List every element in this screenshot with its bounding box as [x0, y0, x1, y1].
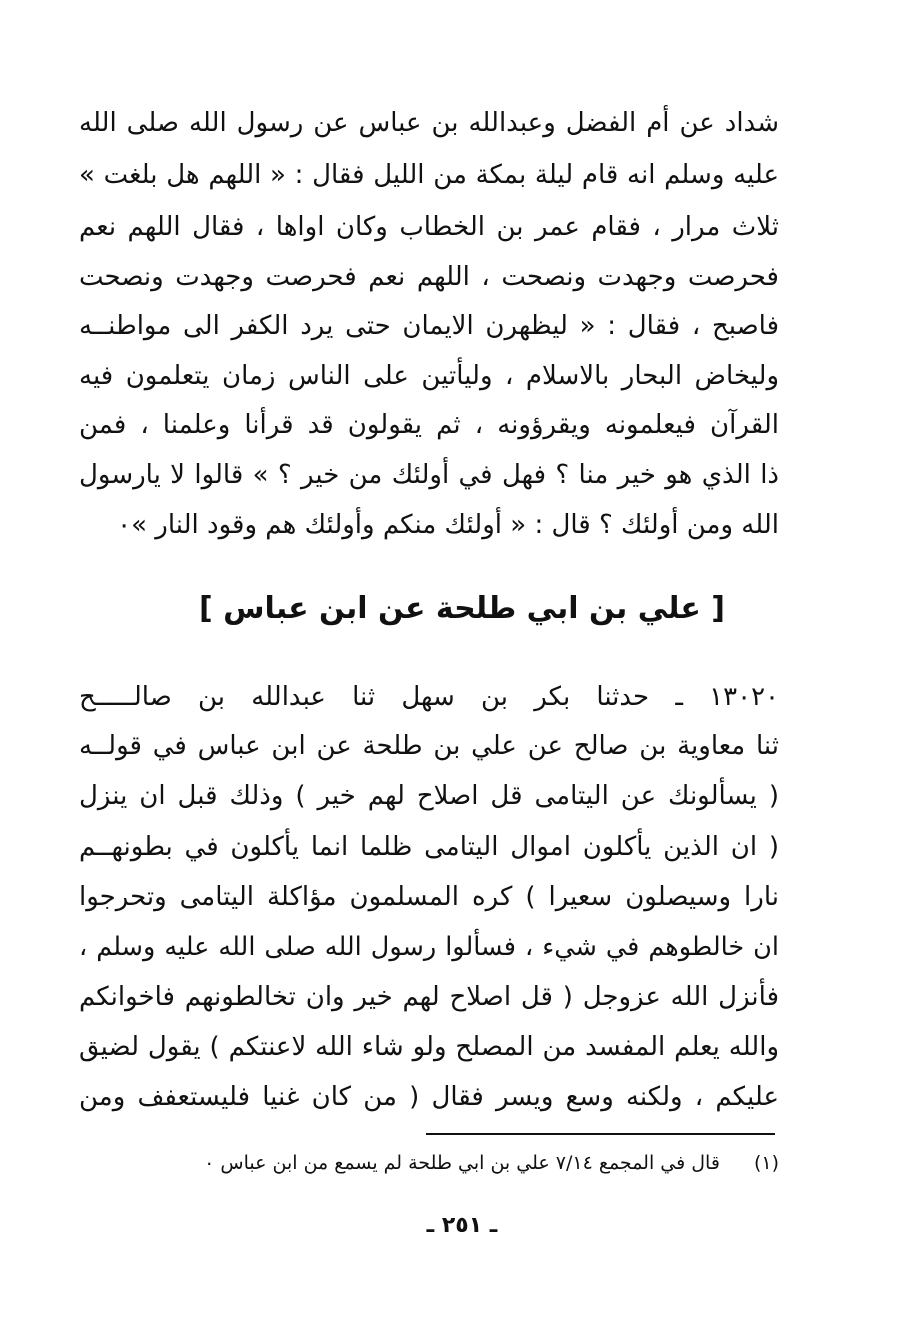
- text-line: شداد عن أم الفضل وعبدالله بن عباس عن رسول الله صلى الله: [79, 108, 779, 138]
- footnote-marker: (١): [753, 1152, 779, 1174]
- text-line: ثنا معاوية بن صالح عن علي بن طلحة عن ابن عباس في قولــه: [79, 731, 779, 761]
- footnote-divider: [426, 1133, 775, 1135]
- text-line: ثلاث مرار ، فقام عمر بن الخطاب وكان اواها ، فقال اللهم نعم: [79, 212, 779, 242]
- section-heading: [ علي بن ابي طلحة عن ابن عباس ]: [199, 591, 725, 626]
- text-line: ( ان الذين يأكلون اموال اليتامى ظلما انما يأكلون في بطونهــم: [79, 832, 779, 862]
- text-line: الله ومن أولئك ؟ قال : « أولئك منكم وأولئك هم وقود النار »٠: [117, 510, 779, 540]
- text-line: عليه وسلم انه قام ليلة بمكة من الليل فقال : « اللهم هل بلغت »: [79, 160, 779, 190]
- text-line: ذا الذي هو خير منا ؟ فهل في أولئك من خير ؟ » قالوا لا يارسول: [79, 460, 779, 490]
- text-line: نارا وسيصلون سعيرا ) كره المسلمون مؤاكلة اليتامى وتحرجوا: [79, 882, 779, 912]
- text-line: فاصبح ، فقال : « ليظهرن الايمان حتى يرد الكفر الى مواطنــه: [79, 311, 779, 341]
- text-line: ان خالطوهم في شيء ، فسألوا رسول الله صلى الله عليه وسلم ،: [79, 932, 779, 962]
- footnote: [79, 1146, 779, 1180]
- page-number: ـ ٢٥١ ـ: [426, 1213, 498, 1238]
- footnote-text: قال في المجمع ٧/١٤ علي بن ابي طلحة لم يسمع من ابن عباس ٠: [204, 1152, 720, 1174]
- text-line: القرآن فيعلمونه ويقرؤونه ، ثم يقولون قد قرأنا وعلمنا ، فمن: [79, 410, 779, 440]
- text-line: ( يسألونك عن اليتامى قل اصلاح لهم خير ) وذلك قبل ان ينزل: [79, 781, 779, 811]
- text-line: والله يعلم المفسد من المصلح ولو شاء الله لاعنتكم ) يقول لضيق: [79, 1032, 779, 1062]
- text-line: ١٣٠٢٠ ـ حدثنا بكر بن سهل ثنا عبدالله بن صالـــــح: [79, 682, 779, 712]
- text-line: وليخاض البحار بالاسلام ، وليأتين على الناس زمان يتعلمون فيه: [79, 361, 779, 391]
- text-line: فحرصت وجهدت ونصحت ، اللهم نعم فحرصت وجهدت ونصحت: [79, 262, 779, 292]
- text-line: عليكم ، ولكنه وسع ويسر فقال ( من كان غنيا فليستعفف ومن: [79, 1082, 779, 1112]
- text-line: فأنزل الله عزوجل ( قل اصلاح لهم خير وان تخالطونهم فاخوانكم: [79, 982, 779, 1012]
